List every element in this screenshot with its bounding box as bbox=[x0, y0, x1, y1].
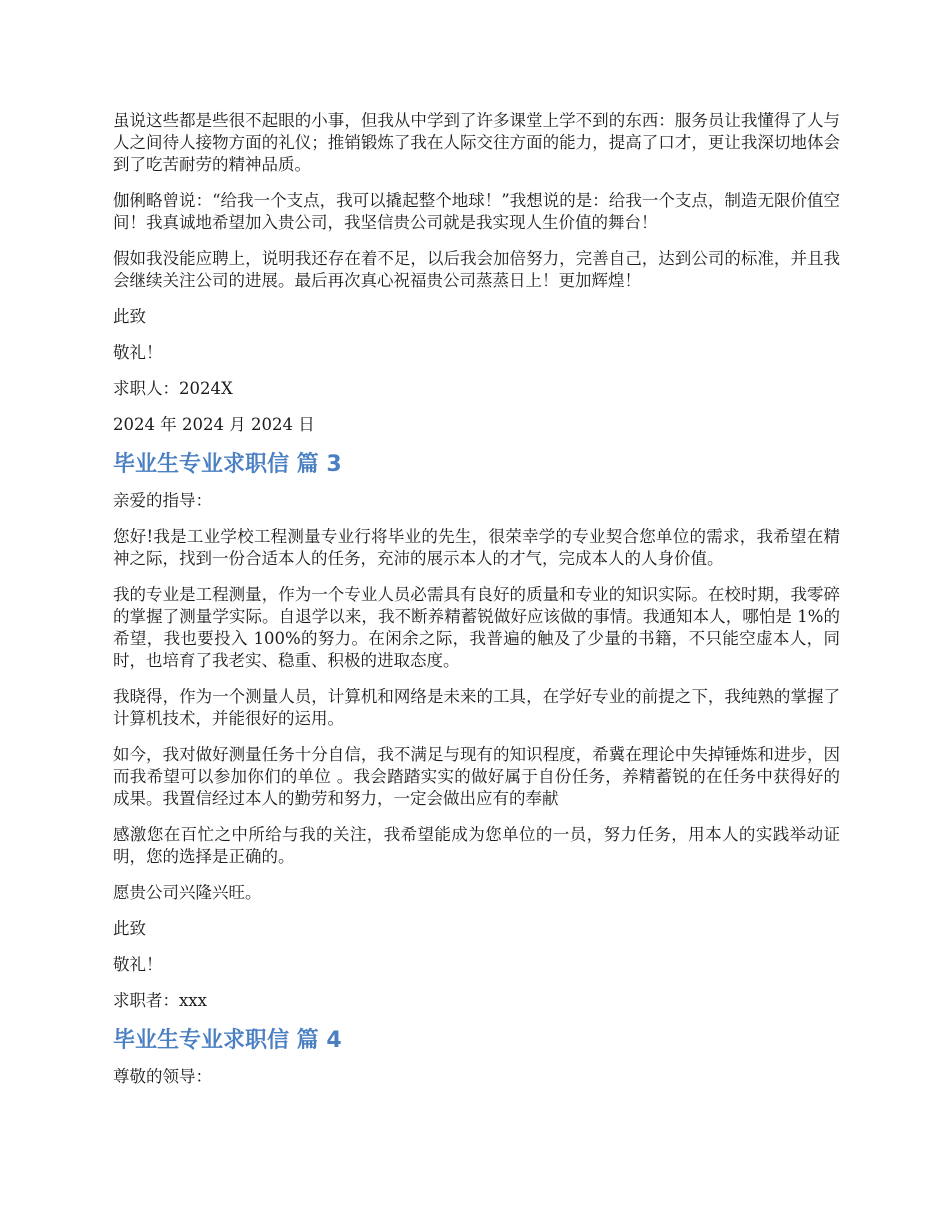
paragraph-not-hired: 假如我没能应聘上，说明我还存在着不足，以后我会加倍努力，完善自己，达到公司的标准，并且我会继续关注公司的进展。最后再次真心祝福贵公司蒸蒸日上！更加辉煌！ bbox=[113, 249, 840, 290]
signature-applicant: 求职人：2024X bbox=[113, 379, 233, 398]
closing-cizhi: 此致 bbox=[113, 307, 146, 326]
section3-signature: 求职者：xxx bbox=[113, 991, 207, 1010]
section3-major: 我的专业是工程测量，作为一个专业人员必需具有良好的质量和专业的知识实际。在校时期，我零碎的掌握了测量学实际。自退学以来，我不断养精蓄锐做好应该做的事情。我通知本人，哪怕是 1%的希望，我也要投入 100%的努力。在闲余之际，我普遍的触及了少量的书籍，不只能空虚本人，同时，也培育了我老实、稳重、积极的进取态度。 bbox=[113, 585, 840, 670]
paragraph-experience: 虽说这些都是些很不起眼的小事，但我从中学到了许多课堂上学不到的东西：服务员让我懂得了人与人之间待人接物方面的礼仪；推销锻炼了我在人际交往方面的能力，提高了口才，更让我深切地体会到了吃苦耐劳的精神品质。 bbox=[113, 111, 840, 174]
signature-date: 2024 年 2024 月 2024 日 bbox=[113, 415, 315, 434]
section3-computer: 我晓得，作为一个测量人员，计算机和网络是未来的工具，在学好专业的前提之下，我纯熟的掌握了计算机技术，并能很好的运用。 bbox=[113, 687, 840, 728]
section4-salutation: 尊敬的领导： bbox=[113, 1067, 212, 1086]
section3-intro: 您好!我是工业学校工程测量专业行将毕业的先生，很荣幸学的专业契合您单位的需求，我希望在精神之际，找到一份合适本人的任务，充沛的展示本人的才气，完成本人的人身价值。 bbox=[113, 527, 840, 568]
section3-thanks: 感激您在百忙之中所给与我的关注，我希望能成为您单位的一员，努力任务，用本人的实践举动证明，您的选择是正确的。 bbox=[113, 825, 840, 866]
section3-confidence: 如今，我对做好测量任务十分自信，我不满足与现有的知识程度，希冀在理论中失掉锤炼和进步，因而我希望可以参加你们的单位 。我会踏踏实实的做好属于自份任务，养精蓄锐的在任务中获得好的成果。我置信经过本人的勤劳和努力，一定会做出应有的奉献 bbox=[113, 745, 840, 808]
section-heading-4: 毕业生专业求职信 篇 4 bbox=[113, 1028, 342, 1053]
section3-closing-jingli: 敬礼！ bbox=[113, 955, 163, 974]
section3-closing-cizhi: 此致 bbox=[113, 919, 146, 938]
closing-jingli: 敬礼！ bbox=[113, 343, 163, 362]
section-heading-3: 毕业生专业求职信 篇 3 bbox=[113, 452, 342, 477]
paragraph-fulcrum: 伽俐略曾说：“给我一个支点，我可以撬起整个地球！”我想说的是：给我一个支点，制造无限价值空间！我真诚地希望加入贵公司，我坚信贵公司就是我实现人生价值的舞台！ bbox=[113, 191, 840, 232]
section3-wish: 愿贵公司兴隆兴旺。 bbox=[113, 883, 262, 902]
document-page bbox=[113, 110, 840, 1102]
section3-salutation: 亲爱的指导： bbox=[113, 491, 212, 510]
